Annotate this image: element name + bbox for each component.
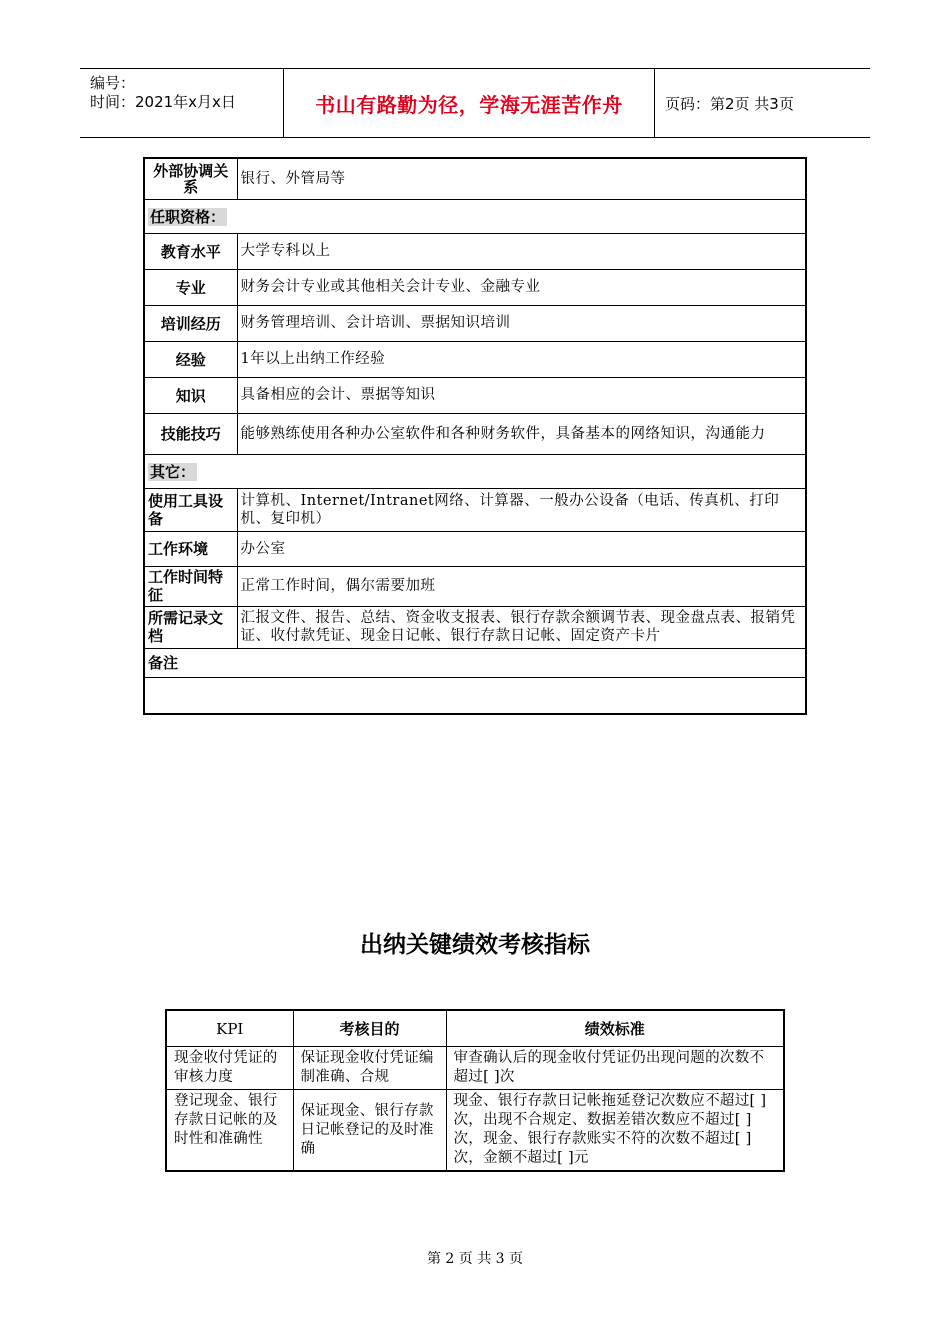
document-number-label: 编号： — [90, 74, 136, 92]
kpi-table — [165, 1009, 785, 1172]
page-footer: 第 2 页 共 3 页 — [426, 1251, 524, 1267]
skills-value: 能够熟练使用各种办公室软件和各种财务软件，具备基本的网络知识，沟通能力 — [237, 413, 806, 454]
header-motto: 书山有路勤为径，学海无涯苦作舟 — [315, 92, 623, 117]
external-coordination-value: 银行、外管局等 — [237, 158, 806, 199]
table-row — [144, 199, 806, 233]
knowledge-label: 知识 — [144, 377, 237, 413]
standard-cell: 审查确认后的现金收付凭证仍出现问题的次数不超过[ ]次 — [446, 1047, 784, 1090]
remarks-heading: 备注 — [144, 648, 806, 677]
header-meta — [80, 69, 284, 137]
header-page-info: 页码：第2页 共3页 — [665, 94, 794, 113]
table-row — [144, 233, 806, 269]
environment-value: 办公室 — [237, 531, 806, 566]
table-row — [144, 531, 806, 566]
kpi-cell: 现金收付凭证的审核力度 — [166, 1047, 293, 1090]
other-heading: 其它： — [144, 454, 806, 488]
table-row — [166, 1090, 784, 1172]
documents-label: 所需记录文档 — [144, 606, 237, 648]
purpose-cell: 保证现金收付凭证编制准确、合规 — [293, 1047, 446, 1090]
major-label: 专业 — [144, 269, 237, 305]
table-row — [144, 454, 806, 488]
skills-label: 技能技巧 — [144, 413, 237, 454]
table-row — [144, 377, 806, 413]
experience-label: 经验 — [144, 341, 237, 377]
education-label: 教育水平 — [144, 233, 237, 269]
table-row — [144, 341, 806, 377]
training-label: 培训经历 — [144, 305, 237, 341]
knowledge-value: 具备相应的会计、票据等知识 — [237, 377, 806, 413]
table-row — [144, 648, 806, 677]
purpose-cell: 保证现金、银行存款日记帐登记的及时准确 — [293, 1090, 446, 1172]
work-hours-value: 正常工作时间，偶尔需要加班 — [237, 566, 806, 606]
table-row — [144, 413, 806, 454]
remarks-value — [144, 677, 806, 714]
document-date: 时间：2021年x月x日 — [90, 93, 236, 111]
external-coordination-label: 外部协调关系 — [144, 158, 237, 199]
tools-label: 使用工具设备 — [144, 488, 237, 531]
table-row — [144, 606, 806, 648]
experience-value: 1年以上出纳工作经验 — [237, 341, 806, 377]
kpi-section-title: 出纳关键绩效考核指标 — [360, 932, 590, 958]
kpi-cell: 登记现金、银行存款日记帐的及时性和准确性 — [166, 1090, 293, 1172]
table-row — [144, 305, 806, 341]
page-header — [80, 68, 870, 138]
tools-value: 计算机、Internet/Intranet网络、计算器、一般办公设备（电话、传真机、打印机、复印机） — [237, 488, 806, 531]
environment-label: 工作环境 — [144, 531, 237, 566]
table-row — [144, 566, 806, 606]
work-hours-label: 工作时间特征 — [144, 566, 237, 606]
table-row — [144, 269, 806, 305]
education-value: 大学专科以上 — [237, 233, 806, 269]
table-row — [144, 677, 806, 714]
qualifications-heading: 任职资格： — [144, 199, 806, 233]
purpose-column-header: 考核目的 — [293, 1010, 446, 1047]
job-description-table — [143, 157, 807, 715]
major-value: 财务会计专业或其他相关会计专业、金融专业 — [237, 269, 806, 305]
table-header-row — [166, 1010, 784, 1047]
table-row — [144, 158, 806, 199]
header-motto-cell — [284, 69, 655, 137]
documents-value: 汇报文件、报告、总结、资金收支报表、银行存款余额调节表、现金盘点表、报销凭证、收付款凭证、现金日记帐、银行存款日记帐、固定资产卡片 — [237, 606, 806, 648]
table-row — [144, 488, 806, 531]
table-row — [166, 1047, 784, 1090]
standard-cell: 现金、银行存款日记帐拖延登记次数应不超过[ ]次，出现不合规定、数据差错次数应不超过[ ]次，现金、银行存款账实不符的次数不超过[ ]次，金额不超过[ ]元 — [446, 1090, 784, 1172]
standard-column-header: 绩效标准 — [446, 1010, 784, 1047]
training-value: 财务管理培训、会计培训、票据知识培训 — [237, 305, 806, 341]
kpi-column-header: KPI — [166, 1010, 293, 1047]
